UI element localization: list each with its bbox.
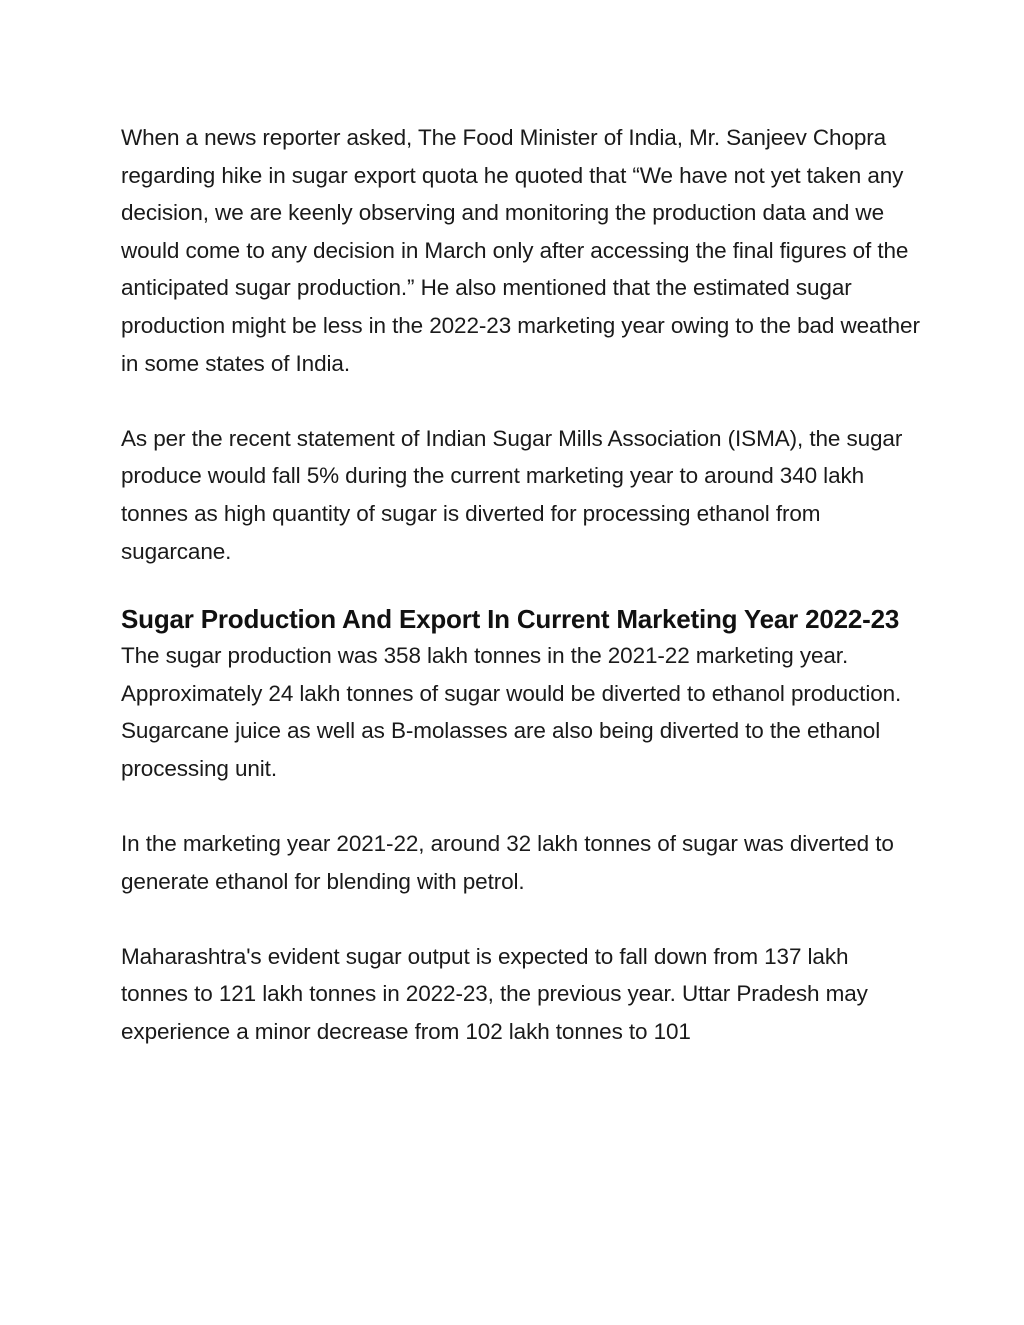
paragraph-production-2021-22: The sugar production was 358 lakh tonnes in the 2021-22 marketing year. Approximately 24 lakh tonnes of sugar would be diverted to ethanol production. Sugarcane juice as well as B-molasses are also being diverted to the ethanol processing unit. bbox=[121, 643, 902, 781]
paragraph-state-output: Maharashtra's evident sugar output is expected to fall down from 137 lakh tonnes to 121 lakh tonnes in 2022-23, the previous year. Uttar Pradesh may experience a minor decrease from 102 lakh tonnes to 101 bbox=[121, 943, 868, 1045]
paragraph-ethanol-diversion: In the marketing year 2021-22, around 32 lakh tonnes of sugar was diverted to generate ethanol for blending with petrol. bbox=[121, 831, 894, 894]
paragraph-isma-statement: As per the recent statement of Indian Sugar Mills Association (ISMA), the sugar produce would fall 5% during the current marketing year to around 340 lakh tonnes as high quantity of sugar is diverted for processing ethanol from sugarcane. bbox=[121, 425, 903, 564]
document-body bbox=[121, 119, 921, 1051]
paragraph-minister-quote: When a news reporter asked, The Food Minister of India, Mr. Sanjeev Chopra regarding hike in sugar export quota he quoted that “We have not yet taken any decision, we are keenly observing and monitoring the production data and we would come to any decision in March only after accessing the final figures of the anticipated sugar production.” He also mentioned that the estimated sugar production might be less in the 2022-23 marketing year owing to the bad weather in some states of India. bbox=[121, 125, 920, 376]
section-heading: Sugar Production And Export In Current Marketing Year 2022-23 bbox=[121, 604, 900, 635]
